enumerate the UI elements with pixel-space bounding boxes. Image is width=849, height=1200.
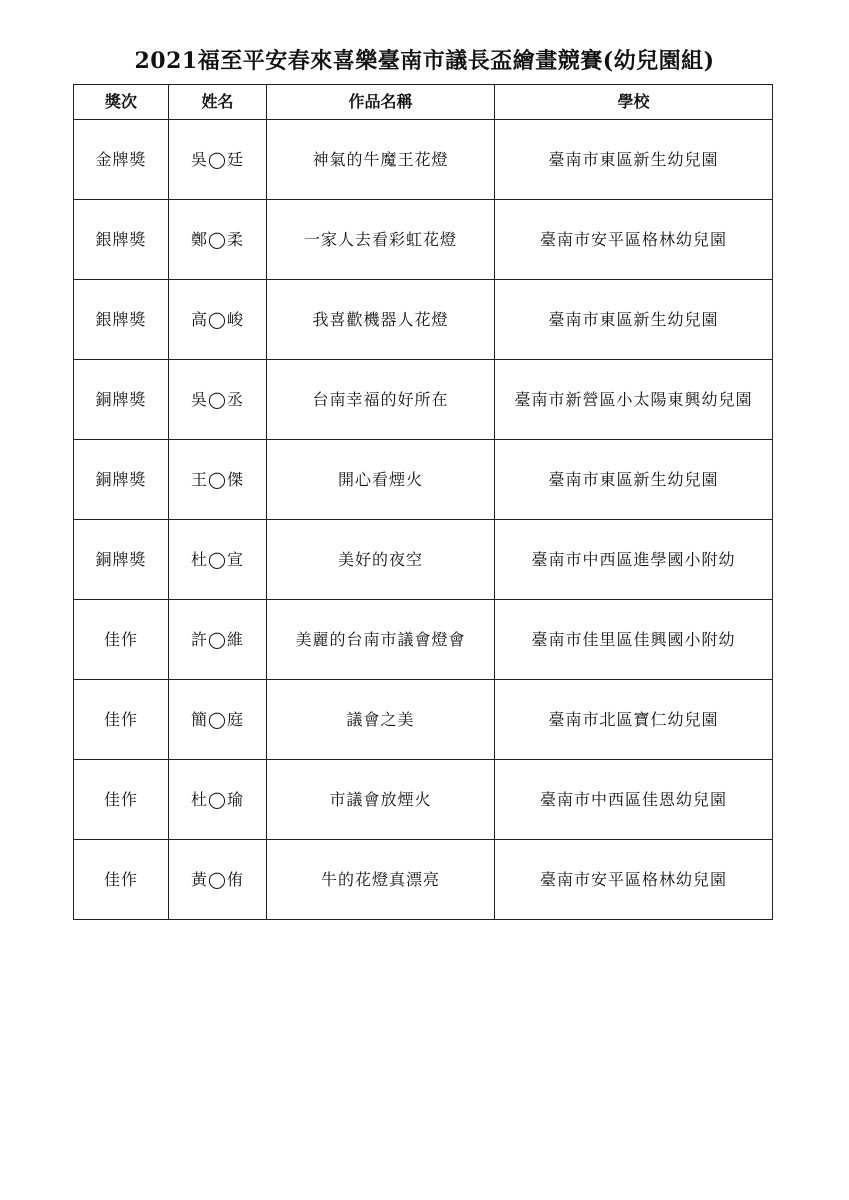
- work-title-cell: 一家人去看彩虹花燈: [267, 200, 495, 280]
- name-cell: 黃◯侑: [169, 840, 267, 920]
- school-cell: 臺南市中西區進學國小附幼: [495, 520, 773, 600]
- table-row: [74, 280, 773, 360]
- table-row: [74, 440, 773, 520]
- column-header-work: 作品名稱: [267, 85, 495, 120]
- school-cell: 臺南市東區新生幼兒園: [495, 120, 773, 200]
- name-cell: 吳◯廷: [169, 120, 267, 200]
- table-row: [74, 200, 773, 280]
- award-cell: 銅牌獎: [74, 440, 169, 520]
- school-cell: 臺南市東區新生幼兒園: [495, 280, 773, 360]
- school-cell: 臺南市佳里區佳興國小附幼: [495, 600, 773, 680]
- award-cell: 銅牌獎: [74, 520, 169, 600]
- name-cell: 吳◯丞: [169, 360, 267, 440]
- work-title-cell: 我喜歡機器人花燈: [267, 280, 495, 360]
- page-title: 2021福至平安春來喜樂臺南市議長盃繪畫競賽(幼兒園組): [134, 48, 715, 74]
- award-cell: 銀牌獎: [74, 200, 169, 280]
- school-cell: 臺南市新營區小太陽東興幼兒園: [495, 360, 773, 440]
- school-cell: 臺南市東區新生幼兒園: [495, 440, 773, 520]
- work-title-cell: 神氣的牛魔王花燈: [267, 120, 495, 200]
- results-table: [73, 84, 773, 920]
- table-header-row: [74, 85, 773, 120]
- table-row: [74, 840, 773, 920]
- school-cell: 臺南市安平區格林幼兒園: [495, 840, 773, 920]
- award-cell: 金牌獎: [74, 120, 169, 200]
- name-cell: 高◯峻: [169, 280, 267, 360]
- award-cell: 銅牌獎: [74, 360, 169, 440]
- award-cell: 佳作: [74, 680, 169, 760]
- work-title-cell: 牛的花燈真漂亮: [267, 840, 495, 920]
- column-header-award: 獎次: [74, 85, 169, 120]
- school-cell: 臺南市安平區格林幼兒園: [495, 200, 773, 280]
- award-cell: 佳作: [74, 600, 169, 680]
- table-row: [74, 600, 773, 680]
- school-cell: 臺南市北區寶仁幼兒園: [495, 680, 773, 760]
- table-row: [74, 360, 773, 440]
- name-cell: 簡◯庭: [169, 680, 267, 760]
- table-row: [74, 760, 773, 840]
- name-cell: 杜◯瑜: [169, 760, 267, 840]
- work-title-cell: 美好的夜空: [267, 520, 495, 600]
- work-title-cell: 開心看煙火: [267, 440, 495, 520]
- column-header-school: 學校: [495, 85, 773, 120]
- work-title-cell: 議會之美: [267, 680, 495, 760]
- work-title-cell: 台南幸福的好所在: [267, 360, 495, 440]
- work-title-cell: 美麗的台南市議會燈會: [267, 600, 495, 680]
- name-cell: 杜◯宣: [169, 520, 267, 600]
- name-cell: 鄭◯柔: [169, 200, 267, 280]
- award-cell: 佳作: [74, 760, 169, 840]
- award-cell: 佳作: [74, 840, 169, 920]
- table-row: [74, 680, 773, 760]
- award-cell: 銀牌獎: [74, 280, 169, 360]
- name-cell: 許◯維: [169, 600, 267, 680]
- school-cell: 臺南市中西區佳恩幼兒園: [495, 760, 773, 840]
- work-title-cell: 市議會放煙火: [267, 760, 495, 840]
- column-header-name: 姓名: [169, 85, 267, 120]
- name-cell: 王◯傑: [169, 440, 267, 520]
- table-row: [74, 520, 773, 600]
- table-row: [74, 120, 773, 200]
